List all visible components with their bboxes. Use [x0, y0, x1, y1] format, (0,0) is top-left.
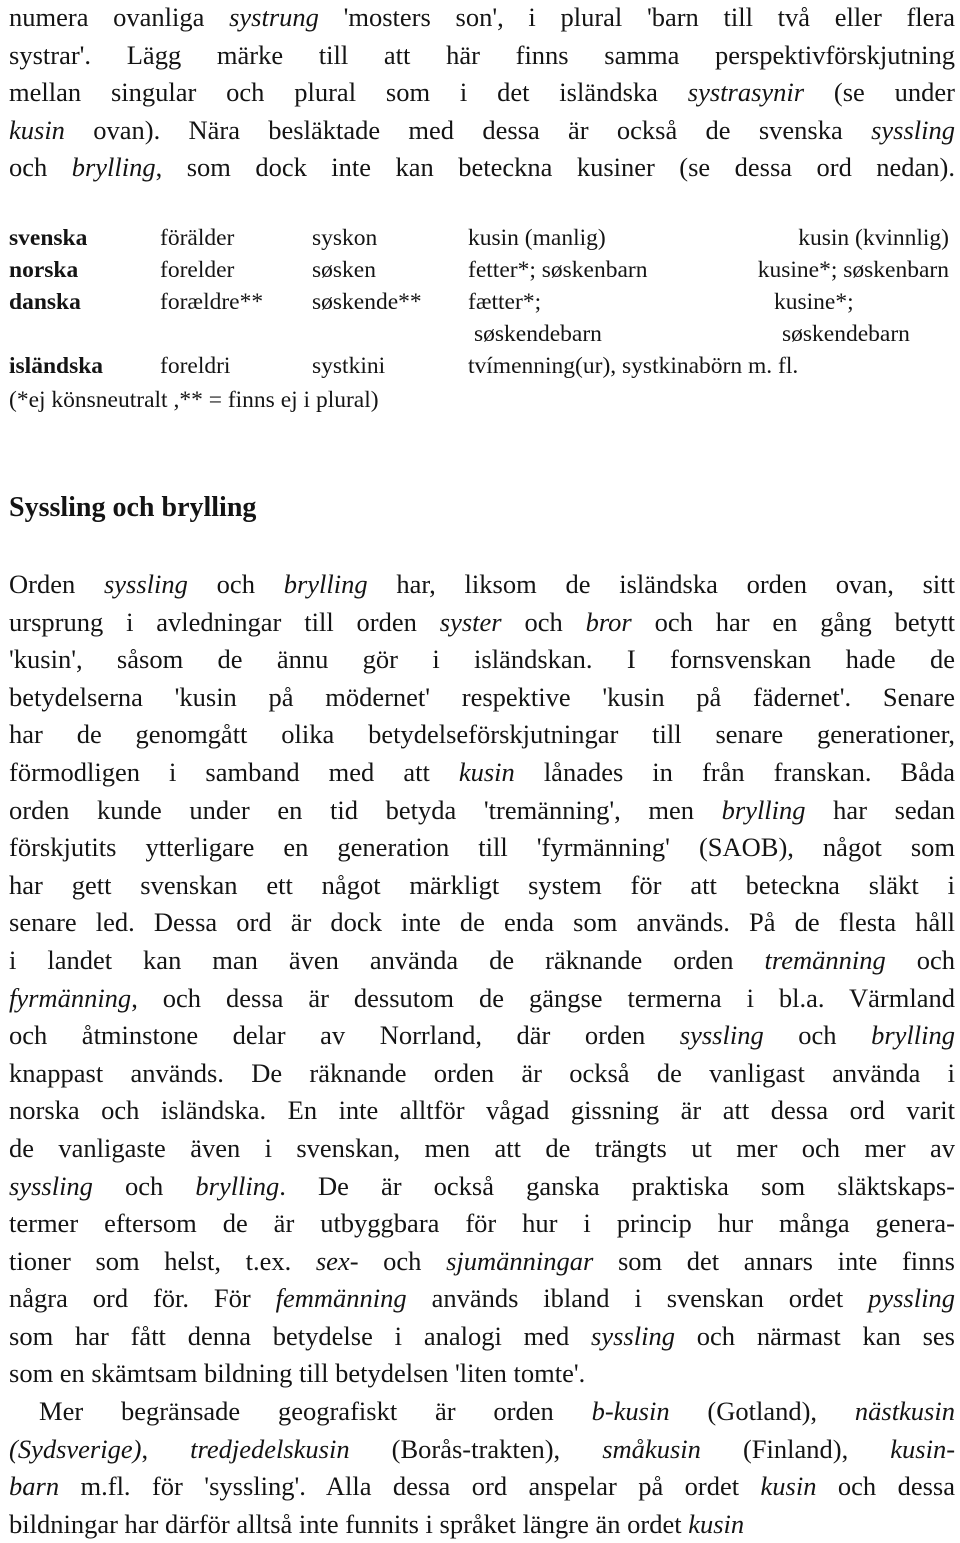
text-line [9, 149, 955, 187]
text-line [9, 1055, 955, 1093]
text-run: betydelserna 'kusin på mödernet' respektive 'kusin på fädernet'. Senare [9, 681, 955, 712]
cousin-male-text: fætter*; [468, 289, 542, 315]
table-row [9, 254, 955, 286]
text-run: och dessa [816, 1471, 956, 1502]
text-line [9, 792, 955, 830]
table-row [9, 286, 955, 350]
language-cell: isländska [9, 353, 104, 379]
language-cell: svenska [9, 225, 88, 251]
text-run: tioner som helst, t.ex. [9, 1245, 316, 1276]
table-row [9, 350, 955, 382]
italic-term: sjumänningar [446, 1245, 594, 1276]
cousin-male-cell [464, 254, 647, 286]
cousin-female-text: kusine*; [774, 289, 854, 315]
text-run: (Finland), [700, 1433, 891, 1464]
italic-term: kusin [9, 114, 65, 145]
text-run: , och dessa är dessutom de gängse termerna i bl.a. Värmland [131, 982, 955, 1013]
text-run: systrar'. Lägg märke till att här finns samma perspektivförskjutning [9, 39, 955, 70]
text-run: och närmast kan ses [674, 1320, 955, 1351]
text-line [9, 1393, 955, 1431]
language-cell: norska [9, 257, 79, 283]
text-line [9, 74, 955, 112]
sibling-cell: systkini [312, 353, 386, 379]
italic-term: bror [585, 606, 632, 637]
text-run: senare led. Dessa ord är dock inte de enda som används. På de flesta håll [9, 907, 955, 938]
text-run: och [92, 1170, 196, 1201]
sibling-cell: syskon [312, 225, 378, 251]
italic-term: brylling [283, 569, 368, 599]
text-line [9, 566, 955, 604]
italic-term: fyrmänning [9, 982, 132, 1013]
text-run: orden kunde under en tid betyda 'tremänning', men [9, 794, 722, 825]
text-run: . De är också ganska praktiska som släktskaps- [279, 1170, 956, 1201]
text-line [9, 112, 955, 150]
text-run: som har fått denna betydelse i analogi med [9, 1320, 592, 1351]
text-run: ovan). Nära besläktade med dessa är också de svenska [64, 114, 872, 145]
cousin-female-cell [798, 222, 949, 254]
italic-term: syssling [9, 1170, 93, 1201]
text-run: 'mosters son', i plural 'barn till två eller flera [318, 2, 955, 32]
text-run: har sedan [805, 794, 955, 825]
kinship-table [9, 222, 955, 382]
language-cell: danska [9, 289, 81, 315]
parent-cell: foreldri [160, 353, 231, 379]
text-line [9, 1280, 955, 1318]
text-run: har, liksom de isländska orden ovan, sitt [367, 569, 955, 599]
text-run: några ord för. För [9, 1283, 276, 1314]
text-run: Mer begränsade geografiskt är orden [39, 1396, 592, 1427]
text-line [9, 754, 955, 792]
text-run: norska och isländska. En inte alltför vågad gissning är att dessa ord varit [9, 1095, 955, 1126]
italic-term: syssling [103, 569, 188, 599]
table-row [9, 222, 955, 254]
text-run: mellan singular och plural som i det isländska [9, 77, 688, 108]
text-run: m.fl. för 'syssling'. Alla dessa ord anspelar på ordet [59, 1471, 761, 1502]
sibling-cell: søskende** [312, 289, 422, 315]
italic-term: (Sydsverige) [9, 1433, 142, 1464]
text-run: och [501, 606, 586, 637]
text-run: förmodligen i samband med att [9, 756, 459, 787]
text-run: , som dock inte kan beteckna kusiner (se dessa ord nedan). [155, 152, 955, 183]
text-run: Orden [9, 569, 104, 599]
text-run: och [358, 1245, 447, 1276]
text-run: numera ovanliga [9, 2, 230, 32]
text-run: i landet kan man även använda de räknande orden [9, 944, 765, 975]
text-line [9, 867, 955, 905]
text-run: och [885, 944, 955, 975]
italic-term: brylling [871, 1020, 956, 1051]
italic-term: tredjedelskusin [190, 1433, 350, 1464]
italic-term: pyssling [868, 1283, 955, 1314]
text-run: har gett svenskan ett något märkligt system för att beteckna släkt i [9, 869, 955, 900]
parent-cell: forældre** [160, 289, 264, 315]
text-run: som en skämtsam bildning till betydelsen 'liten tomte'. [9, 1358, 586, 1389]
cousin-female-cell [758, 254, 949, 286]
text-line [9, 980, 955, 1018]
cousin-female-text: kusin (kvinnlig) [798, 225, 949, 251]
italic-term: syssling [591, 1320, 675, 1351]
text-run: och åtminstone delar av Norrland, där orden [9, 1020, 680, 1051]
italic-term: syssling [679, 1020, 764, 1051]
text-line [9, 1130, 955, 1168]
parent-cell: forelder [160, 257, 235, 283]
italic-term: brylling [71, 152, 156, 183]
cousin-male-text-cont: søskendebarn [474, 321, 602, 347]
text-run: (Gotland), [669, 1396, 855, 1427]
text-run: förskjutits ytterligare en generation till 'fyrmänning' (SAOB), något som [9, 832, 955, 863]
text-line [9, 1355, 955, 1393]
text-line [9, 37, 955, 75]
sibling-cell: søsken [312, 257, 376, 283]
text-run: och har en gång betytt [631, 606, 955, 637]
italic-term: barn [9, 1471, 60, 1502]
text-line [9, 1092, 955, 1130]
italic-term: syssling [871, 114, 955, 145]
text-run: lånades in från franskan. Båda [514, 756, 955, 787]
table-footnote: (*ej könsneutralt ,** = finns ej i plural) [9, 387, 379, 413]
text-run: används ibland i svenskan ordet [406, 1283, 869, 1314]
text-run: bildningar har därför alltså inte funnits i språket längre än ordet [9, 1508, 689, 1539]
text-line [9, 942, 955, 980]
cousin-male-text: fetter*; søskenbarn [468, 257, 648, 283]
italic-term: kusin [760, 1471, 817, 1502]
italic-term: brylling [195, 1170, 280, 1201]
italic-term: småkusin [602, 1433, 701, 1464]
text-run: och [187, 569, 284, 599]
text-line [9, 1168, 955, 1206]
cousin-male-cell [464, 286, 602, 350]
italic-term: kusin [688, 1508, 745, 1539]
section-heading: Syssling och brylling [9, 492, 257, 523]
text-line [9, 716, 955, 754]
text-line [9, 904, 955, 942]
text-run: 'kusin', såsom de ännu gör i isländskan. I fornsvenskan hade de [9, 644, 955, 675]
text-run: som det annars inte finns [593, 1245, 955, 1276]
text-run: och [9, 152, 72, 183]
italic-term: nästkusin [854, 1396, 955, 1427]
text-line [9, 1017, 955, 1055]
text-run: och [763, 1020, 872, 1051]
italic-term: syster [439, 606, 502, 637]
cousin-female-text-cont: søskendebarn [782, 321, 910, 347]
text-line [9, 829, 955, 867]
body-paragraphs [9, 566, 955, 1543]
text-run: ursprung i avledningar till orden [9, 606, 440, 637]
intro-paragraph [9, 0, 955, 187]
italic-term: kusin [458, 756, 515, 787]
text-line [9, 641, 955, 679]
text-line [9, 604, 955, 642]
text-line [9, 1468, 955, 1506]
italic-term: sex- [315, 1245, 359, 1276]
text-line [9, 1431, 955, 1469]
text-run: de vanligaste även i svenskan, men att de trängts ut mer och mer av [9, 1132, 955, 1163]
text-line [9, 1506, 955, 1543]
text-run: knappast används. De räknande orden är också de vanligast använda i [9, 1057, 955, 1088]
cousin-male-cell [464, 350, 798, 382]
text-line [9, 0, 955, 37]
cousin-male-text: tvímenning(ur), systkinabörn m. fl. [468, 353, 799, 379]
italic-term: b-kusin [591, 1396, 670, 1427]
italic-term: systrung [229, 2, 319, 32]
italic-term: femmänning [275, 1283, 407, 1314]
text-run: , [141, 1433, 191, 1464]
italic-term: brylling [721, 794, 806, 825]
cousin-male-cell [464, 222, 606, 254]
text-line [9, 1243, 955, 1281]
cousin-female-cell [774, 286, 910, 350]
text-line [9, 1205, 955, 1243]
cousin-male-text: kusin (manlig) [468, 225, 606, 251]
text-line [9, 1318, 955, 1356]
text-run: termer eftersom de är utbyggbara för hur i princip hur många genera- [9, 1208, 955, 1239]
italic-term: systrasynir [687, 77, 805, 108]
italic-term: tremänning [764, 944, 886, 975]
parent-cell: förälder [160, 225, 235, 251]
cousin-female-text: kusine*; søskenbarn [757, 257, 949, 283]
italic-term: kusin- [890, 1433, 956, 1464]
text-line [9, 679, 955, 717]
text-run: (se under [804, 77, 955, 108]
text-run: (Borås-trakten), [349, 1433, 603, 1464]
text-run: har de genomgått olika betydelseförskjutningar till senare generationer, [9, 719, 955, 750]
